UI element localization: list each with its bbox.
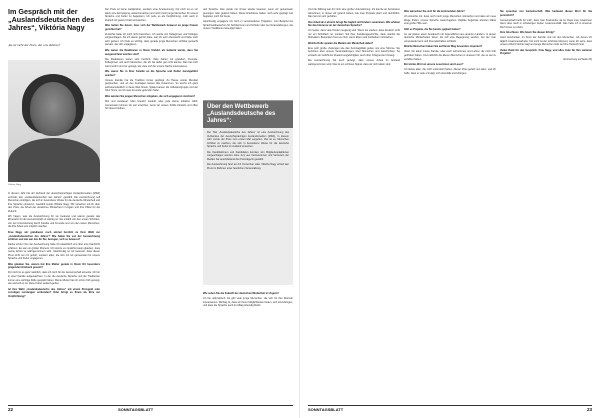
- interview-question: Welche Rolle spielen die Medien der Minderheit dabei?: [308, 41, 374, 45]
- paragraph: Ich bin optimistisch. Es gibt viele junge Menschen, die sich für ihre Wurzeln interessieren. Wichtig ist, dass wir ihnen Möglichkeiten bieten, sich einzubringen, und dass die Sprache auch im Alltag lebendig bleibt.: [203, 297, 293, 308]
- article-subtitle: „Es ist nicht der Preis, der uns definiert“: [8, 43, 61, 47]
- paragraph: Gemeinschaft heißt für mich, dass man füreinander da ist. Dass man zusammen feiert, aber auch in schwierigen Zeiten zusammenhält. Das habe ich in unserem Dorf immer so erlebt.: [500, 18, 592, 29]
- interview-question: Ein letztes Wort an unsere Leserinnen und Leser?: [404, 63, 464, 67]
- paragraph: Die Auszeichnung hat auch gezeigt, dass unsere Arbeit im Ausland wahrgenommen wird. Das ist ein schönes Signal, dass wir nicht allein sind.: [308, 59, 400, 66]
- photo-caption: Viktória Nagy: [8, 184, 21, 186]
- interview-question: Vielen Dank für das Gespräch, Frau Nagy, und alles Gute für Ihre weiteren Projekte!: [500, 48, 592, 56]
- paragraph: Die Reaktionen waren sehr herzlich. Viele haben mir gratuliert, Freunde, Kolleginnen und auch Menschen, die ich bis dahin gar nicht kannte. Das hat mich sehr berührt und mir gezeigt, wie viele sich für unsere Sache interessieren.: [105, 57, 198, 68]
- info-box-title: Über den Wettbewerb „Auslandsdeutsche des Jahres“:: [203, 101, 293, 128]
- paragraph: Der Preis ist keine Geldprämie, sondern eine Anerkennung. Für mich ist es vor allem eine Ermutigung, weiterzumachen und noch mehr junge Menschen für unsere Sprache und Kultur zu begeistern. Ich sehe es als Verpflichtung, mich auch in Zukunft mit ganzer Kraft einzusetzen.: [105, 8, 198, 22]
- interview-question: Welche Menschen haben Sie auf Ihrem Weg besonders inspiriert?: [404, 45, 483, 49]
- paragraph: Eine sehr große. Zeitungen wie das Sonntagsblatt geben uns eine Stimme. Sie berichten über unsere Veranstaltungen, über Menschen und Geschichten. So entsteht ein Gefühl der Zusammengehörigkeit, auch über Ortsgrenzen hinweg.: [308, 46, 400, 58]
- footer-rule: [308, 405, 592, 406]
- article-column-3-top: [203, 8, 293, 96]
- interview-question: Was wünschen Sie sich für die kommenden Jahre?: [404, 10, 465, 13]
- page-number-right: 23: [586, 407, 592, 412]
- masthead-left: SONNTAGSBLATT: [118, 407, 154, 412]
- interview-question: Frau Nagy, wir gratulieren noch einmal herzlich zu Ihrer Wahl zur „Auslandsdeutschen des Jahres“! Wie haben Sie von der Auszeichnung erfahren und wie war das für Sie, bezogen, sich so bewusst?: [8, 230, 100, 242]
- interview-question: Zum Abschluss: Wie feiern Sie diesen Erfolg?: [500, 31, 555, 35]
- info-box-body: [203, 128, 293, 175]
- paragraph: Für mich ist es ganz natürlich, dass ich mich für die Gemeinschaft einsetze. Ich bin in einer Familie aufgewachsen, in der die deutsche Sprache und die Traditionen immer eine wichtige Rolle gespielt haben. Meine Mutter hat mir schon früh gezeigt, wie wertvoll es ist, diese Kultur weiterzugeben.: [8, 271, 100, 286]
- paragraph: Mut und Ausdauer. Man braucht Geduld, aber jede kleine Initiative zählt. Gemeinsam können wir viel erreichen, wenn wir unsere Kräfte bündeln und offen für Neues bleiben.: [105, 100, 198, 111]
- interview-question: Gibt es Projekte, die Sie bereits geplant haben?: [404, 27, 461, 31]
- interview-question: Ihre Arbeit als Lehrerin bringt Sie täglich mit Kindern zusammen. Wie erleben Sie das Interesse an der deutschen Sprache?: [308, 20, 400, 28]
- paragraph: Ganz bescheiden, im Kreis der Familie und mit den Menschen, mit denen ich täglich zusammenarbeite. Für mich ist der schönste Moment, wenn ich sehe, dass unsere Arbeit Früchte trägt und junge Menschen stolz auf ihre Herkunft sind.: [500, 36, 592, 47]
- paragraph: Gleichzeitig engagiere ich mich in verschiedenen Projekten, zum Beispiel bei Sprachwettbewerben für Schülerinnen und Schüler oder bei Veranstaltungen, die unsere Traditionen lebendig halten.: [203, 20, 293, 31]
- paragraph: Und die Stiftung war für mich eine große Unterstützung. Ich konnte an Seminaren teilnehmen, in denen wir gelernt haben, wie man Projekte plant und durchführt. Das hat mir sehr geholfen.: [308, 8, 400, 19]
- info-paragraph: Die Kandidatinnen und Kandidaten konnten von Mitgliedsredaktionen vorgeschlagen werden. Eine Jury aus Vertreterinnen und Vertretern der Medien hat anschließend die Preisträgerin gewählt.: [207, 150, 289, 161]
- article-column-2: [105, 8, 198, 112]
- paragraph: Wir fragen, was die Auszeichnung für sie bedeutet und warum gerade das Ehrenamt für die Gemeinschaft so wichtig ist. Sie erzählt von den ersten Schritten, von der Unterstützung durch Familie und Freunde und von den vielen Menschen, die ihre Arbeit erst möglich machen.: [8, 214, 100, 229]
- interview-question: Sie sprechen von Gemeinschaft. Was bedeutet dieses Wort für Sie persönlich?: [500, 10, 592, 17]
- portrait-photo: [8, 60, 100, 182]
- article-column-6: [500, 8, 592, 63]
- interview-question: Was glauben Sie, warum hat Ihre Mutter gerade in Ihrem Ort besonders prägenden Eindruck gesetzt?: [8, 262, 100, 270]
- article-headline: Im Gespräch mit der „Auslandsdeutschen des Jahres“, Viktória Nagy: [8, 7, 95, 33]
- interview-question: Wie sehen Sie die Zukunft der deutschen Minderheit in Ungarn?: [203, 292, 279, 295]
- right-page: [300, 0, 600, 418]
- paragraph: Danke schön! Von der Auszeichnung habe ich tatsächlich erst über eine Nachricht erfahren. Es war ein großer Moment. Ich konnte es zunächst kaum glauben, dass meine Arbeit so wahrgenommen wird. Gleichzeitig ist mir bewusst, dass dieser Preis nicht nur mir gehört, sondern allen, die sich mit mir gemeinsam für unsere Sprache und Kultur engagieren.: [8, 243, 100, 261]
- masthead-right: SONNTAGSBLATT: [308, 407, 344, 412]
- interview-question: Was würden Sie jungen Menschen mitgeben, die sich engagieren möchten?: [105, 94, 196, 98]
- paragraph: Ja, wir planen einen Austausch mit Jugendlichen aus anderen Ländern, in denen deutsche Minderheiten leben. Es soll eine Begegnung werden, bei der man voneinander lernt und Freundschaften schließt.: [404, 32, 496, 43]
- info-paragraph: Die Auszeichnung fand am 15. Dezember statt. Viktória Nagy erhielt den Preis im Rahmen einer feierlichen Veranstaltung.: [207, 163, 289, 170]
- page-number-left: 22: [8, 407, 14, 412]
- article-column-4: [308, 8, 400, 68]
- article-column-5: [404, 8, 496, 77]
- continuation-note: (Fortsetzung auf Seite 23): [563, 57, 592, 61]
- paragraph: In diesem Jahr hat der Verband der deutschsprachigen Auslandsmedien (MDA) erstmals den „Auslandsdeutschen des Jahres“ gewählt. Die Auszeichnung soll Menschen würdigen, die sich in besonderer Weise für die deutsche Minderheit und ihre Sprache einsetzen. Gewählt wurde Viktória Nagy. Wir sprachen mit ihr über den Preis, die Arbeit der deutschen Minderheit in Ungarn und ihre Pläne für die Zukunft.: [8, 192, 100, 213]
- interview-question: Wie waren Sie in Ihrer Familie an die Sprache und Kultur herangeführt worden?: [105, 70, 198, 77]
- paragraph: Ich merke, dass viele Kinder neugierig sind. Wenn sie erleben, dass Deutsch nicht nur ein Schulfach ist, sondern Teil ihrer Familiengeschichte, dann wächst die Motivation. Besonders freut es mich, wenn Eltern und Großeltern mitmachen.: [308, 29, 400, 40]
- paragraph: Unsere Familie hat die Tradition immer gepflegt. Zu Hause wurde Mundart gesprochen, und an den Festtagen kamen alle zusammen. So wuchs ich ganz selbstverständlich in diese Welt hinein. Später kamen die Volkstanzgruppe und der Chor hinzu, wo ich viele Freunde gefunden habe.: [105, 78, 198, 93]
- paragraph: Zunächst hatte ich mich nicht beworben. Ich wurde von Kolleginnen und Kollegen vorgeschlagen. Als ich davon gehört habe, war ich sehr überrascht und habe mich sehr gefreut. Ich finde es wichtig, dass gerade junge Menschen sichtbar gemacht werden, die sich engagieren.: [105, 32, 198, 47]
- paragraph: Ich danke allen, die mich unterstützt haben. Dieser Preis gehört uns allen, und ich hoffe, dass er viele ermutigt, sich ebenfalls einzubringen.: [404, 68, 496, 75]
- info-paragraph: Der Titel „Auslandsdeutsche des Jahres“ ist eine Auszeichnung des Verbandes der deutschsprachigen Auslandsmedien (MDA). In diesem Jahr wurde der Preis zum ersten Mal vergeben. Ziel ist es, Menschen sichtbar zu machen, die sich in besonderer Weise für die deutsche Sprache und Kultur im Ausland einsetzen.: [207, 131, 289, 148]
- paragraph: und Sprache. Das wurde mir immer wieder bewusst, wenn wir gemeinsam gesungen oder getanzt haben. Diese Erlebnisse haben mich sehr geprägt und begleiten mich bis heute.: [203, 8, 293, 19]
- footer-rule: [8, 405, 293, 406]
- interview-question: Was hatten Sie davon, dass sich der Wettbewerb bewusst an junge Frauen gerichtet hat?: [105, 24, 198, 31]
- paragraph: Ich wünsche mir, dass noch mehr junge Menschen mitmachen und dass wir neue Wege finden, unsere Sprache weiterzugeben. Digitale Angebote könnten dabei eine große Hilfe sein.: [404, 15, 496, 26]
- article-column-1: [8, 192, 100, 300]
- paragraph: Viele! Vor allem meine Familie, aber auch Lehrerinnen und Lehrer, die mich früh gefördert haben. Und natürlich die älteren Menschen in unserem Ort, die so viel zu erzählen haben.: [404, 50, 496, 61]
- interview-question: Wie waren die Reaktionen in Ihrem Umfeld, als bekannt wurde, dass Sie ausgezeichnet worden sind?: [105, 48, 198, 56]
- interview-question: Ist Ihre Wahl „Auslandsdeutsche des Jahres“ mit einem Preisgeld oder sonstigen Leistungen verbunden? Oder bringt es Ihnen als Ehre zur Verpflichtung?: [8, 287, 100, 298]
- article-column-3-bottom: [203, 290, 293, 309]
- info-box: [203, 100, 293, 285]
